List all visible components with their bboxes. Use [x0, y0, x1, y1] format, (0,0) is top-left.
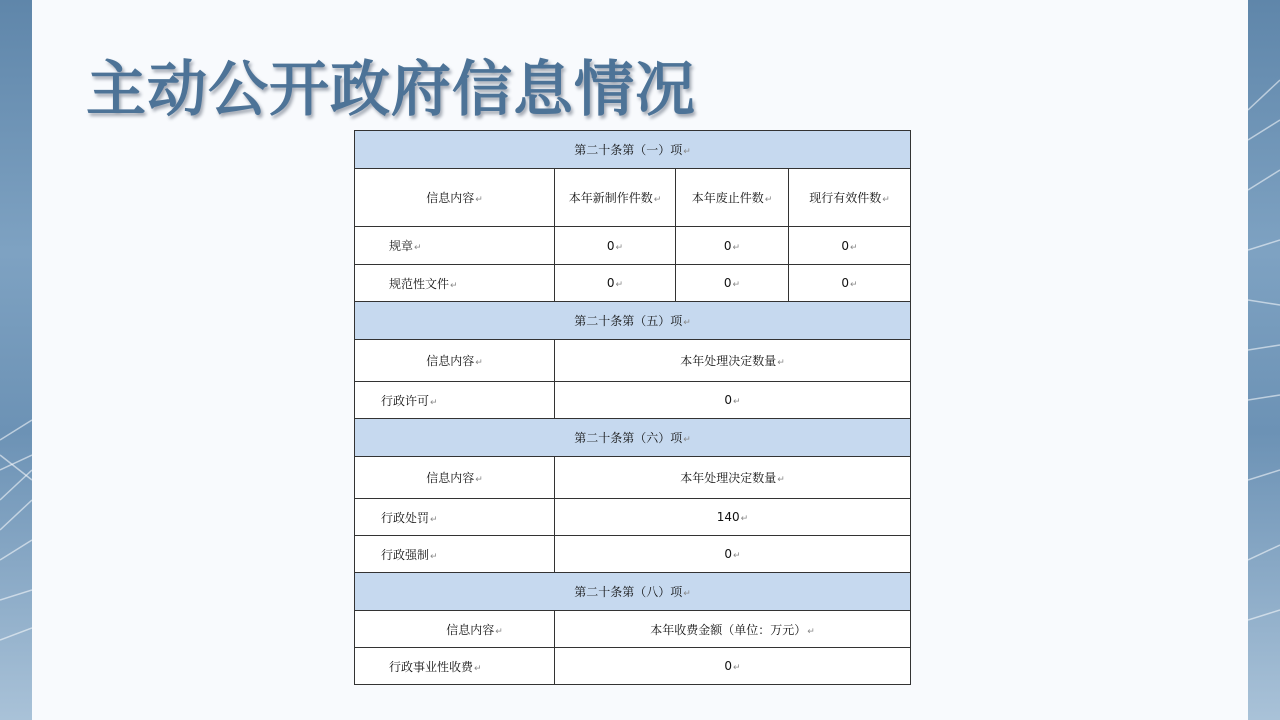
section-header-row: [355, 302, 911, 340]
column-header: 现行有效件数↵: [789, 169, 911, 227]
cell-value: 0↵: [555, 265, 676, 302]
left-decorative-border: [0, 0, 32, 720]
cell-value: 0↵: [676, 227, 789, 265]
section-header-row: [355, 419, 911, 457]
cell-value: 0↵: [676, 265, 789, 302]
row-label: 规章↵: [355, 227, 555, 265]
cell-value: 0↵: [555, 536, 911, 573]
column-header: 本年废止件数↵: [676, 169, 789, 227]
section-heading: 第二十条第（八）项↵: [355, 573, 911, 611]
section-header-row: [355, 573, 911, 611]
table-row: [355, 536, 911, 573]
column-header: 本年收费金额（单位：万元）↵: [555, 611, 911, 648]
table-row: [355, 227, 911, 265]
column-header-row: [355, 169, 911, 227]
column-header: 本年处理决定数量↵: [555, 340, 911, 382]
column-header: 本年新制作件数↵: [555, 169, 676, 227]
slide: [32, 0, 1248, 720]
cell-value: 0↵: [555, 227, 676, 265]
column-header: 信息内容↵: [355, 340, 555, 382]
table-row: [355, 648, 911, 685]
table-row: [355, 382, 911, 419]
cell-value: 0↵: [789, 265, 911, 302]
row-label: 行政处罚↵: [355, 499, 555, 536]
column-header: 信息内容↵: [355, 169, 555, 227]
row-label: 行政许可↵: [355, 382, 555, 419]
column-header: 本年处理决定数量↵: [555, 457, 911, 499]
row-label: 行政强制↵: [355, 536, 555, 573]
cell-value: 0↵: [555, 648, 911, 685]
column-header: 信息内容↵: [355, 457, 555, 499]
cell-value: 140↵: [555, 499, 911, 536]
column-header-row: [355, 457, 911, 499]
table-row: [355, 499, 911, 536]
section-heading: 第二十条第（六）项↵: [355, 419, 911, 457]
column-header: 信息内容↵: [355, 611, 555, 648]
right-decorative-border: [1248, 0, 1280, 720]
slide-title: 主动公开政府信息情况: [86, 55, 696, 125]
section-heading: 第二十条第（一）项↵: [355, 131, 911, 169]
left-border-pattern: [0, 0, 32, 720]
disclosure-table: [354, 130, 911, 685]
table-row: [355, 265, 911, 302]
section-header-row: [355, 131, 911, 169]
row-label: 行政事业性收费↵: [355, 648, 555, 685]
cell-value: 0↵: [555, 382, 911, 419]
right-border-pattern: [1248, 0, 1280, 720]
section-heading: 第二十条第（五）项↵: [355, 302, 911, 340]
row-label: 规范性文件↵: [355, 265, 555, 302]
cell-value: 0↵: [789, 227, 911, 265]
column-header-row: [355, 611, 911, 648]
column-header-row: [355, 340, 911, 382]
